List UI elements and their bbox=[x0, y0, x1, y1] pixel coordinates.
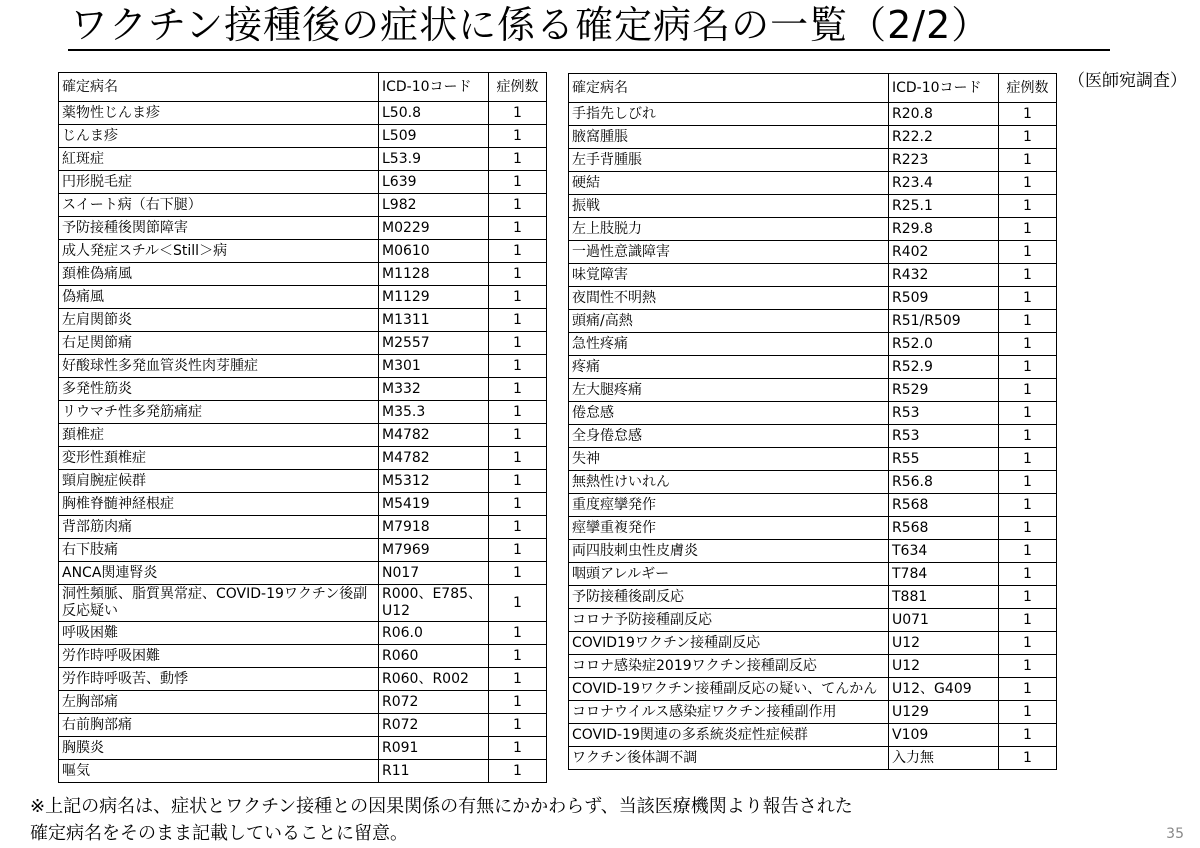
diagnosis-name-cell: 味覚障害 bbox=[569, 264, 889, 287]
icd10-code-cell: M301 bbox=[379, 355, 489, 378]
table-row bbox=[59, 714, 547, 737]
icd10-code-cell: R53 bbox=[889, 425, 999, 448]
case-count-cell: 1 bbox=[999, 333, 1057, 356]
diagnosis-name-cell: 嘔気 bbox=[59, 760, 379, 783]
case-count-cell: 1 bbox=[999, 609, 1057, 632]
case-count-cell: 1 bbox=[489, 102, 547, 125]
table-row bbox=[59, 645, 547, 668]
case-count-cell: 1 bbox=[489, 171, 547, 194]
case-count-cell: 1 bbox=[999, 701, 1057, 724]
diagnosis-name-cell: じんま疹 bbox=[59, 125, 379, 148]
table-row bbox=[59, 424, 547, 447]
icd10-code-cell: T881 bbox=[889, 586, 999, 609]
icd10-code-cell: R55 bbox=[889, 448, 999, 471]
table-row bbox=[569, 425, 1057, 448]
table-row bbox=[569, 241, 1057, 264]
case-count-cell: 1 bbox=[999, 747, 1057, 770]
case-count-cell: 1 bbox=[489, 585, 547, 622]
icd10-code-cell: L50.8 bbox=[379, 102, 489, 125]
page-title: ワクチン接種後の症状に係る確定病名の一覧（2/2） bbox=[70, 3, 991, 47]
header-diagnosis-name: 確定病名 bbox=[569, 74, 889, 103]
case-count-cell: 1 bbox=[489, 401, 547, 424]
table-row bbox=[59, 760, 547, 783]
case-count-cell: 1 bbox=[999, 241, 1057, 264]
diagnosis-name-cell: 薬物性じんま疹 bbox=[59, 102, 379, 125]
diagnosis-name-cell: 労作時呼吸苦、動悸 bbox=[59, 668, 379, 691]
icd10-code-cell: 入力無 bbox=[889, 747, 999, 770]
diagnosis-name-cell: 手指先しびれ bbox=[569, 103, 889, 126]
table-row bbox=[59, 332, 547, 355]
diagnosis-name-cell: 円形脱毛症 bbox=[59, 171, 379, 194]
icd10-code-cell: M1128 bbox=[379, 263, 489, 286]
diagnosis-name-cell: スイート病（右下腿） bbox=[59, 194, 379, 217]
diagnosis-name-cell: 左肩関節炎 bbox=[59, 309, 379, 332]
diagnosis-name-cell: 振戦 bbox=[569, 195, 889, 218]
table-header-row bbox=[59, 73, 547, 102]
case-count-cell: 1 bbox=[999, 149, 1057, 172]
diagnosis-name-cell: 予防接種後副反応 bbox=[569, 586, 889, 609]
diagnosis-name-cell: 左手背腫脹 bbox=[569, 149, 889, 172]
table-row bbox=[569, 379, 1057, 402]
case-count-cell: 1 bbox=[999, 425, 1057, 448]
case-count-cell: 1 bbox=[489, 516, 547, 539]
icd10-code-cell: R568 bbox=[889, 494, 999, 517]
table-row bbox=[569, 724, 1057, 747]
icd10-code-cell: M7918 bbox=[379, 516, 489, 539]
case-count-cell: 1 bbox=[489, 424, 547, 447]
case-count-cell: 1 bbox=[489, 691, 547, 714]
diagnosis-name-cell: 左上肢脱力 bbox=[569, 218, 889, 241]
icd10-code-cell: R52.9 bbox=[889, 356, 999, 379]
case-count-cell: 1 bbox=[999, 471, 1057, 494]
case-count-cell: 1 bbox=[999, 632, 1057, 655]
case-count-cell: 1 bbox=[999, 586, 1057, 609]
case-count-cell: 1 bbox=[999, 264, 1057, 287]
diagnosis-name-cell: 急性疼痛 bbox=[569, 333, 889, 356]
icd10-code-cell: R402 bbox=[889, 241, 999, 264]
icd10-code-cell: R529 bbox=[889, 379, 999, 402]
table-row bbox=[59, 194, 547, 217]
diagnosis-name-cell: 頚椎偽痛風 bbox=[59, 263, 379, 286]
icd10-code-cell: R060、R002 bbox=[379, 668, 489, 691]
table-row bbox=[569, 747, 1057, 770]
diagnosis-name-cell: リウマチ性多発筋痛症 bbox=[59, 401, 379, 424]
table-row bbox=[59, 585, 547, 622]
case-count-cell: 1 bbox=[999, 195, 1057, 218]
case-count-cell: 1 bbox=[489, 332, 547, 355]
case-count-cell: 1 bbox=[999, 287, 1057, 310]
table-row bbox=[59, 263, 547, 286]
table-row bbox=[59, 309, 547, 332]
icd10-code-cell: U12 bbox=[889, 655, 999, 678]
icd10-code-cell: R22.2 bbox=[889, 126, 999, 149]
case-count-cell: 1 bbox=[999, 678, 1057, 701]
table-row bbox=[59, 355, 547, 378]
source-note: （医師宛調査） bbox=[1068, 71, 1187, 91]
diagnosis-name-cell: 予防接種後関節障害 bbox=[59, 217, 379, 240]
table-row bbox=[59, 493, 547, 516]
diagnosis-name-cell: 倦怠感 bbox=[569, 402, 889, 425]
case-count-cell: 1 bbox=[489, 447, 547, 470]
table-row bbox=[569, 632, 1057, 655]
icd10-code-cell: R072 bbox=[379, 691, 489, 714]
icd10-code-cell: R23.4 bbox=[889, 172, 999, 195]
icd10-code-cell: R000、E785、U12 bbox=[379, 585, 489, 622]
table-row bbox=[569, 517, 1057, 540]
diagnosis-name-cell: COVID-19ワクチン接種副反応の疑い、てんかん bbox=[569, 678, 889, 701]
header-icd10-code: ICD-10コード bbox=[379, 73, 489, 102]
icd10-code-cell: L982 bbox=[379, 194, 489, 217]
diagnosis-name-cell: 咽頭アレルギー bbox=[569, 563, 889, 586]
case-count-cell: 1 bbox=[999, 517, 1057, 540]
icd10-code-cell: R072 bbox=[379, 714, 489, 737]
icd10-code-cell: V109 bbox=[889, 724, 999, 747]
footnote bbox=[30, 793, 853, 847]
diagnosis-name-cell: 背部筋肉痛 bbox=[59, 516, 379, 539]
diagnosis-name-cell: 一過性意識障害 bbox=[569, 241, 889, 264]
diagnosis-name-cell: COVID-19関連の多系統炎症性症候群 bbox=[569, 724, 889, 747]
table-row bbox=[569, 333, 1057, 356]
case-count-cell: 1 bbox=[999, 494, 1057, 517]
case-count-cell: 1 bbox=[999, 103, 1057, 126]
diagnosis-name-cell: 左大腿疼痛 bbox=[569, 379, 889, 402]
icd10-code-cell: R432 bbox=[889, 264, 999, 287]
icd10-code-cell: U12 bbox=[889, 632, 999, 655]
table-row bbox=[569, 448, 1057, 471]
icd10-code-cell: L509 bbox=[379, 125, 489, 148]
case-count-cell: 1 bbox=[489, 622, 547, 645]
diagnosis-name-cell: 右下肢痛 bbox=[59, 539, 379, 562]
diagnosis-name-cell: 紅斑症 bbox=[59, 148, 379, 171]
table-row bbox=[569, 609, 1057, 632]
icd10-code-cell: M2557 bbox=[379, 332, 489, 355]
case-count-cell: 1 bbox=[489, 309, 547, 332]
case-count-cell: 1 bbox=[999, 218, 1057, 241]
diagnosis-name-cell: 両四肢刺虫性皮膚炎 bbox=[569, 540, 889, 563]
diagnosis-name-cell: 失神 bbox=[569, 448, 889, 471]
case-count-cell: 1 bbox=[999, 402, 1057, 425]
icd10-code-cell: N017 bbox=[379, 562, 489, 585]
icd10-code-cell: M35.3 bbox=[379, 401, 489, 424]
table-row bbox=[569, 402, 1057, 425]
diagnosis-name-cell: 右前胸部痛 bbox=[59, 714, 379, 737]
table-row bbox=[569, 540, 1057, 563]
table-row bbox=[59, 470, 547, 493]
diagnosis-name-cell: 好酸球性多発血管炎性肉芽腫症 bbox=[59, 355, 379, 378]
table-row bbox=[569, 218, 1057, 241]
icd10-code-cell: R51/R509 bbox=[889, 310, 999, 333]
diagnosis-name-cell: 硬結 bbox=[569, 172, 889, 195]
case-count-cell: 1 bbox=[999, 563, 1057, 586]
diagnosis-name-cell: 全身倦怠感 bbox=[569, 425, 889, 448]
case-count-cell: 1 bbox=[489, 263, 547, 286]
table-row bbox=[569, 287, 1057, 310]
case-count-cell: 1 bbox=[999, 448, 1057, 471]
icd10-code-cell: M4782 bbox=[379, 424, 489, 447]
case-count-cell: 1 bbox=[489, 493, 547, 516]
case-count-cell: 1 bbox=[999, 172, 1057, 195]
footnote-line-1: ※上記の病名は、症状とワクチン接種との因果関係の有無にかかわらず、当該医療機関より報告された bbox=[30, 796, 853, 817]
header-case-count: 症例数 bbox=[999, 74, 1057, 103]
table-header-row bbox=[569, 74, 1057, 103]
table-row bbox=[59, 102, 547, 125]
icd10-code-cell: M5419 bbox=[379, 493, 489, 516]
table-row bbox=[569, 586, 1057, 609]
icd10-code-cell: M0610 bbox=[379, 240, 489, 263]
diagnosis-name-cell: 多発性筋炎 bbox=[59, 378, 379, 401]
case-count-cell: 1 bbox=[489, 240, 547, 263]
table-row bbox=[59, 217, 547, 240]
diagnosis-name-cell: コロナ予防接種副反応 bbox=[569, 609, 889, 632]
icd10-code-cell: M0229 bbox=[379, 217, 489, 240]
diagnosis-name-cell: 夜間性不明熱 bbox=[569, 287, 889, 310]
case-count-cell: 1 bbox=[489, 562, 547, 585]
table-row bbox=[569, 678, 1057, 701]
diagnosis-name-cell: 無熱性けいれん bbox=[569, 471, 889, 494]
icd10-code-cell: T784 bbox=[889, 563, 999, 586]
icd10-code-cell: R53 bbox=[889, 402, 999, 425]
icd10-code-cell: R568 bbox=[889, 517, 999, 540]
icd10-code-cell: R223 bbox=[889, 149, 999, 172]
table-row bbox=[569, 172, 1057, 195]
case-count-cell: 1 bbox=[489, 355, 547, 378]
table-row bbox=[569, 126, 1057, 149]
table-row bbox=[569, 356, 1057, 379]
diagnosis-name-cell: 胸椎脊髄神経根症 bbox=[59, 493, 379, 516]
diagnosis-name-cell: 呼吸困難 bbox=[59, 622, 379, 645]
case-count-cell: 1 bbox=[489, 737, 547, 760]
diagnosis-name-cell: 右足関節痛 bbox=[59, 332, 379, 355]
icd10-code-cell: R20.8 bbox=[889, 103, 999, 126]
case-count-cell: 1 bbox=[489, 539, 547, 562]
icd10-code-cell: U071 bbox=[889, 609, 999, 632]
table-row bbox=[59, 539, 547, 562]
diagnosis-name-cell: COVID19ワクチン接種副反応 bbox=[569, 632, 889, 655]
diagnosis-name-cell: 左胸部痛 bbox=[59, 691, 379, 714]
icd10-code-cell: M1311 bbox=[379, 309, 489, 332]
table-row bbox=[59, 668, 547, 691]
table-row bbox=[59, 737, 547, 760]
icd10-code-cell: R06.0 bbox=[379, 622, 489, 645]
icd10-code-cell: M1129 bbox=[379, 286, 489, 309]
icd10-code-cell: U129 bbox=[889, 701, 999, 724]
case-count-cell: 1 bbox=[489, 125, 547, 148]
table-row bbox=[569, 310, 1057, 333]
table-row bbox=[59, 562, 547, 585]
diagnosis-name-cell: 胸膜炎 bbox=[59, 737, 379, 760]
icd10-code-cell: M5312 bbox=[379, 470, 489, 493]
table-row bbox=[569, 563, 1057, 586]
case-count-cell: 1 bbox=[999, 126, 1057, 149]
case-count-cell: 1 bbox=[489, 378, 547, 401]
diagnosis-name-cell: 頚椎症 bbox=[59, 424, 379, 447]
diagnosis-name-cell: コロナウイルス感染症ワクチン接種副作用 bbox=[569, 701, 889, 724]
table-row bbox=[569, 494, 1057, 517]
icd10-code-cell: M4782 bbox=[379, 447, 489, 470]
case-count-cell: 1 bbox=[489, 668, 547, 691]
table-row bbox=[59, 691, 547, 714]
diagnosis-name-cell: 重度痙攣発作 bbox=[569, 494, 889, 517]
diagnosis-name-cell: ANCA関連腎炎 bbox=[59, 562, 379, 585]
diagnosis-table-right bbox=[568, 73, 1057, 770]
case-count-cell: 1 bbox=[489, 645, 547, 668]
table-row bbox=[59, 240, 547, 263]
case-count-cell: 1 bbox=[489, 286, 547, 309]
diagnosis-name-cell: 頭痛/高熱 bbox=[569, 310, 889, 333]
table-row bbox=[59, 622, 547, 645]
diagnosis-name-cell: コロナ感染症2019ワクチン接種副反応 bbox=[569, 655, 889, 678]
icd10-code-cell: R091 bbox=[379, 737, 489, 760]
title-underline bbox=[68, 49, 1110, 51]
table-row bbox=[59, 171, 547, 194]
diagnosis-name-cell: 疼痛 bbox=[569, 356, 889, 379]
table-row bbox=[59, 401, 547, 424]
icd10-code-cell: R56.8 bbox=[889, 471, 999, 494]
table-row bbox=[569, 103, 1057, 126]
table-row bbox=[569, 471, 1057, 494]
table-row bbox=[569, 655, 1057, 678]
icd10-code-cell: L639 bbox=[379, 171, 489, 194]
footnote-line-2: 確定病名をそのまま記載していることに留意。 bbox=[30, 823, 408, 844]
icd10-code-cell: R060 bbox=[379, 645, 489, 668]
case-count-cell: 1 bbox=[489, 760, 547, 783]
table-row bbox=[59, 286, 547, 309]
case-count-cell: 1 bbox=[999, 310, 1057, 333]
case-count-cell: 1 bbox=[489, 714, 547, 737]
table-row bbox=[59, 447, 547, 470]
case-count-cell: 1 bbox=[489, 148, 547, 171]
diagnosis-name-cell: 成人発症スチル＜Still＞病 bbox=[59, 240, 379, 263]
diagnosis-name-cell: 偽痛風 bbox=[59, 286, 379, 309]
table-row bbox=[569, 149, 1057, 172]
case-count-cell: 1 bbox=[999, 379, 1057, 402]
table-row bbox=[569, 701, 1057, 724]
diagnosis-name-cell: 頸肩腕症候群 bbox=[59, 470, 379, 493]
case-count-cell: 1 bbox=[489, 217, 547, 240]
header-diagnosis-name: 確定病名 bbox=[59, 73, 379, 102]
case-count-cell: 1 bbox=[999, 540, 1057, 563]
case-count-cell: 1 bbox=[999, 655, 1057, 678]
case-count-cell: 1 bbox=[489, 194, 547, 217]
icd10-code-cell: R25.1 bbox=[889, 195, 999, 218]
table-row bbox=[569, 264, 1057, 287]
page-number: 35 bbox=[1166, 826, 1184, 842]
case-count-cell: 1 bbox=[999, 724, 1057, 747]
icd10-code-cell: R52.0 bbox=[889, 333, 999, 356]
diagnosis-name-cell: 変形性頚椎症 bbox=[59, 447, 379, 470]
icd10-code-cell: R29.8 bbox=[889, 218, 999, 241]
table-row bbox=[59, 378, 547, 401]
table-row bbox=[569, 195, 1057, 218]
case-count-cell: 1 bbox=[489, 470, 547, 493]
icd10-code-cell: T634 bbox=[889, 540, 999, 563]
header-icd10-code: ICD-10コード bbox=[889, 74, 999, 103]
diagnosis-name-cell: 労作時呼吸困難 bbox=[59, 645, 379, 668]
icd10-code-cell: R509 bbox=[889, 287, 999, 310]
diagnosis-name-cell: 腋窩腫脹 bbox=[569, 126, 889, 149]
table-row bbox=[59, 148, 547, 171]
icd10-code-cell: U12、G409 bbox=[889, 678, 999, 701]
diagnosis-name-cell: 痙攣重複発作 bbox=[569, 517, 889, 540]
header-case-count: 症例数 bbox=[489, 73, 547, 102]
diagnosis-name-cell: 洞性頻脈、脂質異常症、COVID-19ワクチン後副反応疑い bbox=[59, 585, 379, 622]
diagnosis-name-cell: ワクチン後体調不調 bbox=[569, 747, 889, 770]
icd10-code-cell: M7969 bbox=[379, 539, 489, 562]
icd10-code-cell: R11 bbox=[379, 760, 489, 783]
case-count-cell: 1 bbox=[999, 356, 1057, 379]
diagnosis-table-left bbox=[58, 72, 547, 783]
table-row bbox=[59, 516, 547, 539]
table-row bbox=[59, 125, 547, 148]
icd10-code-cell: M332 bbox=[379, 378, 489, 401]
icd10-code-cell: L53.9 bbox=[379, 148, 489, 171]
